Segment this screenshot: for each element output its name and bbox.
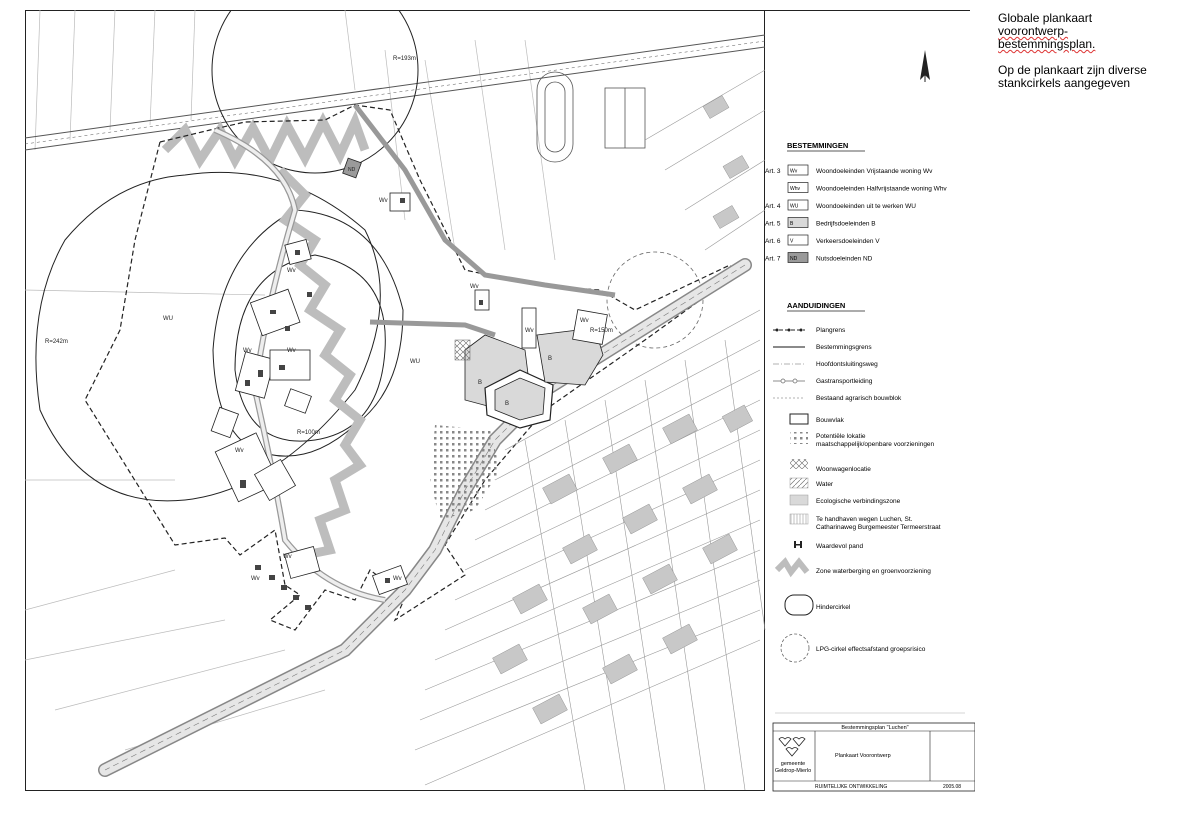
aanduiding-row bbox=[816, 543, 863, 550]
bestemming-label: Nutsdoeleinden ND bbox=[816, 255, 873, 263]
bestemming-code: B bbox=[790, 221, 794, 227]
drawing-number: 2005.08 bbox=[943, 784, 962, 790]
label-r193: R=193m bbox=[393, 56, 416, 62]
label-wv-9: Wv bbox=[283, 554, 292, 560]
label-wv-10: Wv bbox=[251, 576, 260, 582]
bestemming-art: Art. 4 bbox=[765, 203, 781, 210]
bestemming-row bbox=[765, 218, 876, 228]
aanduiding-row bbox=[816, 646, 926, 653]
aanduiding-label: Zone waterberging en groenvoorziening bbox=[816, 568, 931, 575]
label-wv-1: Wv bbox=[287, 268, 296, 274]
note-description: Op de plankaart zijn diverse stankcirkels aangegeven bbox=[998, 63, 1147, 90]
label-r242: R=242m bbox=[45, 339, 68, 345]
legend bbox=[765, 141, 947, 662]
aanduiding-row bbox=[816, 516, 941, 531]
aanduiding-label: Te handhaven wegen Luchen, St. Catharinaweg Burgemeester Termeerstraat bbox=[816, 516, 941, 531]
woonwagen-location bbox=[455, 340, 470, 360]
lpg-symbol bbox=[781, 634, 809, 662]
aanduiding-label: Plangrens bbox=[816, 327, 846, 334]
bestemming-row bbox=[765, 235, 880, 245]
aanduiding-label: Waardevol pand bbox=[816, 543, 864, 550]
label-wv-5: Wv bbox=[379, 198, 388, 204]
label-nd: ND bbox=[348, 167, 356, 173]
aanduidingen-list bbox=[816, 327, 941, 653]
east-link-road bbox=[370, 322, 495, 335]
bestemming-art: Art. 5 bbox=[765, 220, 781, 228]
potential-location bbox=[430, 425, 500, 520]
aanduiding-row bbox=[816, 498, 901, 505]
label-wv-11: Wv bbox=[393, 576, 402, 582]
lokatie-symbol bbox=[790, 432, 808, 444]
bestemmingen-list bbox=[765, 165, 947, 263]
aanduiding-row bbox=[816, 361, 878, 368]
note-title-line3: bestemmingsplan. bbox=[998, 37, 1096, 51]
aanduiding-row bbox=[816, 466, 871, 473]
bouwvlak-symbol bbox=[790, 414, 808, 424]
aanduiding-label: LPG-cirkel effectsafstand groepsrisico bbox=[816, 646, 926, 653]
label-wv-8: Wv bbox=[580, 318, 589, 324]
ecologisch-symbol bbox=[790, 495, 808, 505]
aanduiding-label: Potentiële lokatie maatschappelijk/openbare voorzieningen bbox=[816, 433, 935, 448]
waardevol-pand-icon bbox=[794, 541, 802, 548]
side-note bbox=[998, 12, 1178, 103]
bestemming-code: Whv bbox=[790, 186, 800, 192]
aanduiding-label: Hindercirkel bbox=[816, 604, 851, 611]
aanduiding-label: Bestaand agrarisch bouwblok bbox=[816, 395, 902, 402]
label-wv-7: Wv bbox=[525, 328, 534, 334]
label-wv-3: Wv bbox=[287, 348, 296, 354]
legend-bestemmingen-title: BESTEMMINGEN bbox=[787, 141, 849, 150]
aanduiding-label: Ecologische verbindingszone bbox=[816, 498, 901, 505]
aanduiding-row bbox=[816, 568, 931, 575]
aanduiding-label: Bestemmingsgrens bbox=[816, 344, 872, 351]
note-title bbox=[998, 12, 1178, 51]
sports-field bbox=[537, 72, 645, 162]
bestemming-label: Woondoeleinden Halfvrijstaande woning Whv bbox=[816, 185, 947, 193]
department: RUIMTELIJKE ONTWIKKELING bbox=[815, 784, 888, 790]
bestemming-label: Woondoeleinden uit te werken WU bbox=[816, 203, 916, 210]
handhaven-symbol bbox=[790, 514, 808, 524]
label-r100: R=100m bbox=[297, 430, 320, 436]
aanduiding-row bbox=[816, 327, 846, 334]
bestemming-label: Verkeersdoeleinden V bbox=[816, 238, 880, 245]
bestemming-label: Bedrijfsdoeleinden B bbox=[816, 220, 876, 228]
bestemming-code: Wv bbox=[790, 168, 798, 175]
aanduiding-row bbox=[816, 344, 872, 351]
aanduiding-label: Water bbox=[816, 481, 834, 488]
aanduiding-row bbox=[816, 604, 851, 611]
label-b-3: B bbox=[548, 356, 553, 362]
bestemming-row bbox=[765, 253, 873, 263]
west-houses bbox=[240, 198, 483, 610]
bestemming-row bbox=[765, 200, 916, 210]
map-border bbox=[26, 11, 765, 791]
note-title-line1: Globale plankaart bbox=[998, 11, 1093, 25]
aanduiding-row bbox=[816, 417, 845, 424]
aanduiding-row bbox=[816, 433, 935, 448]
bestemming-code: ND bbox=[790, 256, 798, 262]
municipality-line2: Geldrop-Mierlo bbox=[774, 768, 812, 774]
label-wu-west: WU bbox=[163, 316, 173, 322]
label-wv-4: Wv bbox=[235, 448, 244, 454]
bestemming-row bbox=[788, 183, 947, 193]
aanduiding-label: Hoofdontsluitingsweg bbox=[816, 361, 878, 368]
drawing-title: Plankaart Voorontwerp bbox=[835, 753, 891, 759]
bestemming-art: Art. 6 bbox=[765, 238, 781, 245]
label-b-2: B bbox=[505, 401, 510, 407]
bestemming-code: V bbox=[790, 238, 794, 245]
plan-name: Bestemmingsplan "Luchen" bbox=[841, 725, 909, 731]
label-b-1: B bbox=[478, 380, 483, 386]
zone-symbol bbox=[777, 562, 807, 572]
aanduiding-row bbox=[816, 395, 902, 402]
aanduiding-row bbox=[816, 481, 834, 488]
label-wv-2: Wv bbox=[243, 348, 252, 354]
bestemming-label: Woondoeleinden Vrijstaande woning Wv bbox=[816, 168, 933, 175]
plan-map bbox=[25, 10, 975, 792]
legend-symbols bbox=[773, 329, 813, 663]
bestemming-row bbox=[765, 165, 933, 175]
legend-aanduidingen-title: AANDUIDINGEN bbox=[787, 301, 846, 310]
label-wu-middle: WU bbox=[410, 359, 420, 365]
aanduiding-label: Bouwvlak bbox=[816, 417, 844, 424]
north-arrow-icon bbox=[920, 50, 930, 82]
bestemming-art: Art. 7 bbox=[765, 255, 781, 263]
label-wv-6: Wv bbox=[470, 284, 479, 290]
label-r150: R=150m bbox=[590, 328, 613, 334]
hindercirkel-symbol bbox=[785, 595, 813, 615]
water-symbol bbox=[790, 478, 808, 488]
plan-map-svg bbox=[25, 10, 975, 792]
woonwagen-symbol bbox=[790, 459, 808, 469]
aanduiding-label: Woonwagenlocatie bbox=[816, 466, 871, 473]
title-block bbox=[773, 713, 975, 791]
aanduiding-row bbox=[816, 378, 873, 385]
aanduiding-label: Gastransportleiding bbox=[816, 378, 873, 385]
bestemming-art: Art. 3 bbox=[765, 168, 781, 175]
municipality-line1: gemeente bbox=[780, 761, 806, 767]
bestemming-code: WU bbox=[790, 203, 799, 210]
note-title-line2: voorontwerp- bbox=[998, 24, 1069, 38]
